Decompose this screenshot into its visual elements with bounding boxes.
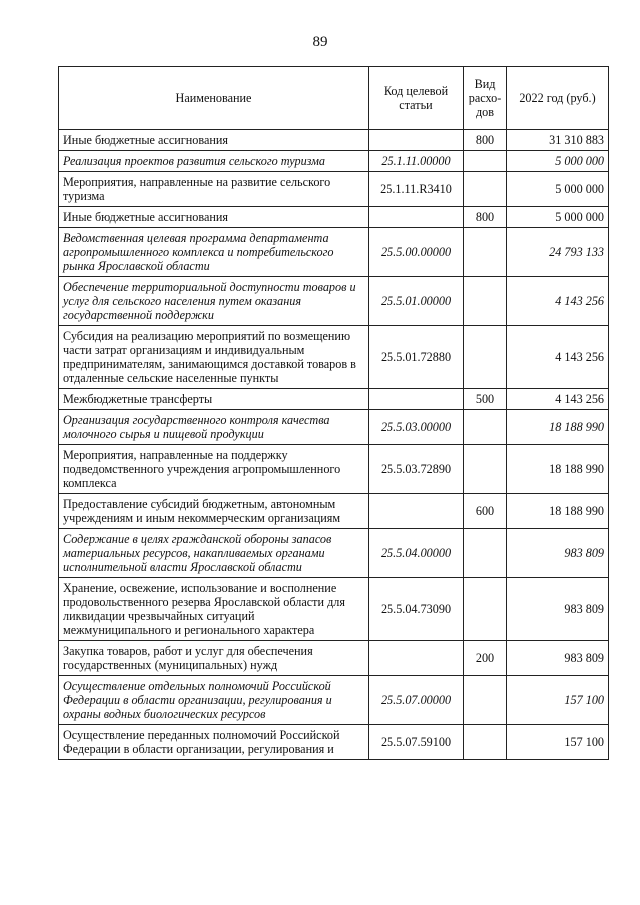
cell-code: 25.5.07.00000 [369,676,464,725]
cell-type [464,410,507,445]
cell-amount: 31 310 883 [507,130,609,151]
cell-name: Обеспечение территориальной доступности товаров и услуг для сельского населения путем оказания государственной поддержки [59,277,369,326]
cell-amount: 983 809 [507,529,609,578]
table-row [59,228,609,277]
budget-table [58,66,609,760]
table-row [59,130,609,151]
cell-code [369,494,464,529]
cell-name: Мероприятия, направленные на развитие сельского туризма [59,172,369,207]
table-row [59,151,609,172]
header-amount: 2022 год (руб.) [507,67,609,130]
cell-amount: 4 143 256 [507,389,609,410]
table-row [59,578,609,641]
cell-type [464,529,507,578]
cell-amount: 18 188 990 [507,494,609,529]
cell-name: Осуществление отдельных полномочий Российской Федерации в области организации, регулирования и охраны водных биологических ресурсов [59,676,369,725]
page-number: 89 [312,34,328,50]
cell-code: 25.1.11.00000 [369,151,464,172]
table-row [59,445,609,494]
cell-code [369,641,464,676]
table-row [59,725,609,760]
cell-code: 25.5.04.00000 [369,529,464,578]
cell-name: Хранение, освежение, использование и восполнение продовольственного резерва Ярославской области для ликвидации чрезвычайных ситуаций межмуниципального и регионального характера [59,578,369,641]
header-code: Код целевой статьи [369,67,464,130]
cell-amount: 4 143 256 [507,326,609,389]
cell-code: 25.5.01.00000 [369,277,464,326]
table-row [59,410,609,445]
cell-amount: 18 188 990 [507,445,609,494]
cell-type [464,326,507,389]
cell-name: Межбюджетные трансферты [59,389,369,410]
cell-code: 25.5.03.00000 [369,410,464,445]
cell-type [464,676,507,725]
cell-amount: 157 100 [507,676,609,725]
cell-name: Предоставление субсидий бюджетным, автономным учреждениям и иным некоммерческим организациям [59,494,369,529]
cell-code: 25.5.01.72880 [369,326,464,389]
cell-type [464,725,507,760]
cell-type [464,151,507,172]
table-row [59,326,609,389]
cell-name: Мероприятия, направленные на поддержку подведомственного учреждения агропромышленного комплекса [59,445,369,494]
cell-type [464,578,507,641]
table-row [59,494,609,529]
cell-code: 25.5.03.72890 [369,445,464,494]
cell-amount: 5 000 000 [507,151,609,172]
cell-code [369,130,464,151]
cell-amount: 18 188 990 [507,410,609,445]
cell-type [464,228,507,277]
header-name: Наименование [59,67,369,130]
cell-type [464,445,507,494]
cell-amount: 5 000 000 [507,207,609,228]
cell-type: 800 [464,130,507,151]
cell-code [369,389,464,410]
cell-code [369,207,464,228]
cell-code: 25.5.07.59100 [369,725,464,760]
cell-name: Реализация проектов развития сельского туризма [59,151,369,172]
table-body [59,130,609,760]
cell-amount: 4 143 256 [507,277,609,326]
cell-name: Организация государственного контроля качества молочного сырья и пищевой продукции [59,410,369,445]
cell-code: 25.5.00.00000 [369,228,464,277]
table-row [59,641,609,676]
cell-type: 500 [464,389,507,410]
table-row [59,389,609,410]
cell-type [464,172,507,207]
cell-name: Закупка товаров, работ и услуг для обеспечения государственных (муниципальных) нужд [59,641,369,676]
cell-amount: 5 000 000 [507,172,609,207]
cell-type: 800 [464,207,507,228]
table-row [59,172,609,207]
cell-amount: 983 809 [507,578,609,641]
table-row [59,207,609,228]
cell-amount: 983 809 [507,641,609,676]
cell-name: Иные бюджетные ассигнования [59,207,369,228]
cell-code: 25.1.11.R3410 [369,172,464,207]
cell-name: Содержание в целях гражданской обороны запасов материальных ресурсов, накапливаемых органами исполнительной власти Ярославской области [59,529,369,578]
cell-amount: 157 100 [507,725,609,760]
table-row [59,529,609,578]
table-row [59,277,609,326]
cell-type [464,277,507,326]
table-row [59,676,609,725]
cell-name: Иные бюджетные ассигнования [59,130,369,151]
cell-type: 600 [464,494,507,529]
cell-type: 200 [464,641,507,676]
table-header-row [59,67,609,130]
cell-name: Ведомственная целевая программа департамента агропромышленного комплекса и потребительского рынка Ярославской области [59,228,369,277]
cell-name: Субсидия на реализацию мероприятий по возмещению части затрат организациям и индивидуальным предпринимателям, занимающимся доставкой товаров в отдаленные сельские населенные пункты [59,326,369,389]
header-type: Вид расхо-дов [464,67,507,130]
cell-code: 25.5.04.73090 [369,578,464,641]
cell-name: Осуществление переданных полномочий Российской Федерации в области организации, регулирования и [59,725,369,760]
cell-amount: 24 793 133 [507,228,609,277]
